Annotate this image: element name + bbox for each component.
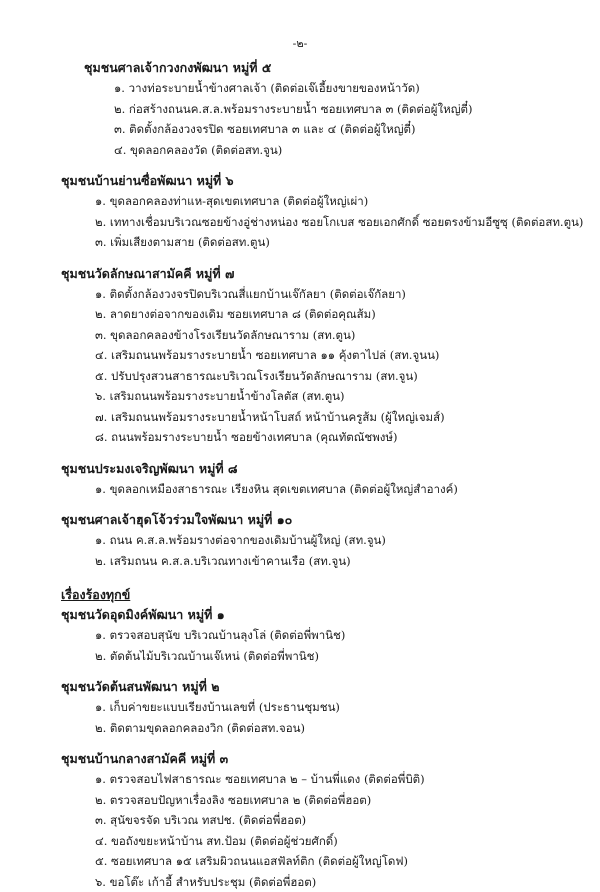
list-item: ๕. ปรับปรุงสวนสาธารณะบริเวณโรงเรียนวัดลักษณาราม (สท.จูน) xyxy=(95,366,600,387)
item-list xyxy=(114,78,600,160)
list-item: ๗. เสริมถนนพร้อมรางระบายน้ำหน้าโบสถ์ หน้าบ้านครูส้ม (ผู้ใหญ่เจมส์) xyxy=(95,407,600,428)
section-title: ชุมชนศาลเจ้ากวงกงพัฒนา หมู่ที่ ๕ xyxy=(84,58,600,78)
list-item: ๒. ก่อสร้างถนนค.ส.ล.พร้อมรางระบายน้ำ ซอยเทศบาล ๓ (ติดต่อผู้ใหญ่ตี๋) xyxy=(114,99,600,120)
section-title: ชุมชนประมงเจริญพัฒนา หมู่ที่ ๘ xyxy=(61,459,600,479)
section-complaint-moo-2 xyxy=(61,677,600,738)
item-list xyxy=(95,530,600,571)
list-item: ๑. เก็บค่าขยะแบบเรียงบ้านเลขที่ (ประธานชุมชน) xyxy=(95,697,600,718)
section-title: ชุมชนวัดอุดมิงค์พัฒนา หมู่ที่ ๑ xyxy=(61,605,600,625)
section-title: ชุมชนศาลเจ้าฮุดโจ้วร่วมใจพัฒนา หมู่ที่ ๑๐ xyxy=(61,510,600,530)
list-item: ๒. ลาดยางต่อจากของเดิม ซอยเทศบาล ๘ (ติดต่อคุณส้ม) xyxy=(95,304,600,325)
section-community-moo-10 xyxy=(61,510,600,571)
list-item: ๒. ตัดต้นไม้บริเวณบ้านเจ๊เหน่ (ติดต่อพี่พานิช) xyxy=(95,646,600,667)
list-item: ๘. ถนนพร้อมรางระบายน้ำ ซอยข้างเทศบาล (คุณทัตณัชพงษ์) xyxy=(95,427,600,448)
item-list xyxy=(95,697,600,738)
list-item: ๒. ตรวจสอบปัญหาเรื่องลิง ซอยเทศบาล ๒ (ติดต่อพี่ฮอต) xyxy=(95,790,600,811)
section-community-moo-7 xyxy=(61,264,600,448)
list-item: ๔. ขอถังขยะหน้าบ้าน สท.ป้อม (ติดต่อผู้ช่วยศักดิ์) xyxy=(95,831,600,852)
list-item: ๑. ขุดลอกเหมืองสาธารณะ เรียงหิน สุดเขตเทศบาล (ติดต่อผู้ใหญ่สำอางค์) xyxy=(95,479,600,500)
page-number: -๒- xyxy=(0,34,600,52)
list-item: ๔. ขุดลอกคลองวัด (ติดต่อสท.จูน) xyxy=(114,140,600,161)
section-title: ชุมชนบ้านกลางสามัคคี หมู่ที่ ๓ xyxy=(61,749,600,769)
list-item: ๖. เสริมถนนพร้อมรางระบายน้ำข้างโลตัส (สท.ตูน) xyxy=(95,386,600,407)
section-title: ชุมชนบ้านย่านซื่อพัฒนา หมู่ที่ ๖ xyxy=(61,171,600,191)
section-complaint-moo-1 xyxy=(61,605,600,666)
list-item: ๓. ขุดลอกคลองข้างโรงเรียนวัดลักษณาราม (สท.ตูน) xyxy=(95,325,600,346)
list-item: ๖. ขอโต๊ะ เก้าอี้ สำหรับประชุม (ติดต่อพี่ฮอต) xyxy=(95,872,600,892)
list-item: ๑. ตรวจสอบไฟสาธารณะ ซอยเทศบาล ๒ – บ้านพี่แดง (ติดต่อพี่บิติ) xyxy=(95,769,600,790)
list-item: ๒. เสริมถนน ค.ส.ล.บริเวณทางเข้าคานเรือ (สท.จูน) xyxy=(95,551,600,572)
section-complaint-moo-3 xyxy=(61,749,600,892)
section-community-moo-5 xyxy=(84,58,600,160)
list-item: ๑. ตรวจสอบสุนัข บริเวณบ้านลุงโล่ (ติดต่อพี่พานิช) xyxy=(95,625,600,646)
list-item: ๒. เททางเชื่อมบริเวณซอยข้างอู่ช่างหน่อง ซอยโกเบส ซอยเอกศักดิ์ ซอยตรงข้ามอีซูซุ (ติดต่อสท.ตูน) xyxy=(95,212,600,233)
item-list xyxy=(95,284,600,448)
section-community-moo-8 xyxy=(61,459,600,500)
item-list xyxy=(95,479,600,500)
list-item: ๑. วางท่อระบายน้ำข้างศาลเจ้า (ติดต่อเจ๊เอี้ยงขายของหน้าวัด) xyxy=(114,78,600,99)
list-item: ๓. ติดตั้งกล้องวงจรปิด ซอยเทศบาล ๓ และ ๔ (ติดต่อผู้ใหญ่ตี๋) xyxy=(114,119,600,140)
document-body xyxy=(0,58,600,892)
section-community-moo-6 xyxy=(61,171,600,253)
item-list xyxy=(95,769,600,892)
section-title: ชุมชนวัดต้นสนพัฒนา หมู่ที่ ๒ xyxy=(61,677,600,697)
item-list xyxy=(95,625,600,666)
list-item: ๕. ซอยเทศบาล ๑๕ เสริมผิวถนนแอสฟัลท์ติก (ติดต่อผู้ใหญ่โดฟ) xyxy=(95,851,600,872)
list-item: ๔. เสริมถนนพร้อมรางระบายน้ำ ซอยเทศบาล ๑๑ คุ้งตาไปล่ (สท.จูนน) xyxy=(95,345,600,366)
list-item: ๑. ติดตั้งกล้องวงจรปิดบริเวณสี่แยกบ้านเจ๊กัลยา (ติดต่อเจ๊กัลยา) xyxy=(95,284,600,305)
category-heading-complaints: เรื่องร้องทุกข์ xyxy=(61,585,600,605)
list-item: ๑. ขุดลอกคลองท่าแห-สุดเขตเทศบาล (ติดต่อผู้ใหญ่เผ่า) xyxy=(95,191,600,212)
list-item: ๒. ติดตามขุดลอกคลองวิก (ติดต่อสท.จอน) xyxy=(95,718,600,739)
list-item: ๑. ถนน ค.ส.ล.พร้อมรางต่อจากของเดิมบ้านผู้ใหญ่ (สท.จูน) xyxy=(95,530,600,551)
section-title: ชุมชนวัดลักษณาสามัคคี หมู่ที่ ๗ xyxy=(61,264,600,284)
list-item: ๓. สุนัขจรจัด บริเวณ ทสปช. (ติดต่อพี่ฮอต) xyxy=(95,810,600,831)
list-item: ๓. เพิ่มเสียงตามสาย (ติดต่อสท.ตูน) xyxy=(95,232,600,253)
item-list xyxy=(95,191,600,253)
